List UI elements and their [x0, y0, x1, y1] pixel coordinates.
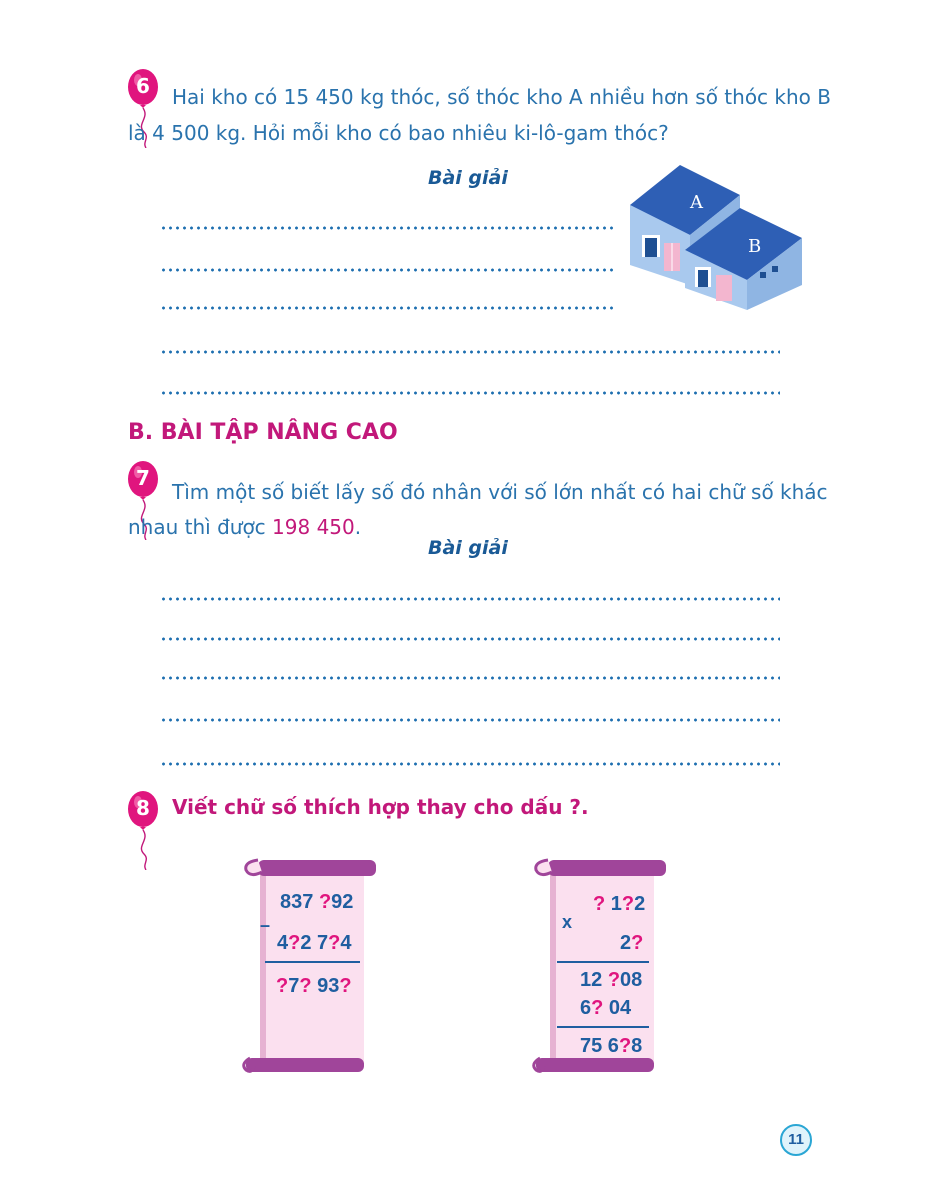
subtraction-result — [276, 975, 352, 998]
task7-target-number: 198 450 — [272, 515, 355, 539]
answer-line[interactable] — [160, 391, 780, 395]
answer-line[interactable] — [160, 306, 615, 310]
answer-line[interactable] — [160, 350, 780, 354]
task7-line2-text: nhau thì được — [128, 515, 273, 539]
missing-digit[interactable]: ? — [339, 975, 352, 997]
answer-line[interactable] — [160, 226, 615, 230]
result-line — [557, 961, 649, 963]
digit-text: 4 — [340, 932, 352, 954]
balloon-icon-8 — [128, 790, 168, 870]
missing-digit[interactable]: ? — [299, 975, 312, 997]
task6-line2: là 4 500 kg. Hỏi mỗi kho có bao nhiêu ki-lô-gam thóc? — [128, 121, 669, 145]
missing-digit[interactable]: ? — [288, 932, 301, 954]
multiplication-result — [580, 1035, 642, 1058]
missing-digit[interactable]: ? — [328, 932, 341, 954]
missing-digit[interactable]: ? — [318, 891, 332, 913]
answer-line[interactable] — [160, 718, 780, 722]
task7-line2 — [128, 508, 361, 546]
answer-line[interactable] — [160, 597, 780, 601]
minus-sign: – — [260, 915, 271, 935]
partial-product-2 — [580, 997, 631, 1020]
digit-text: 837 — [280, 891, 319, 913]
digit-text: 7 — [288, 975, 300, 997]
times-sign: x — [562, 912, 573, 932]
digit-text: 4 — [277, 932, 289, 954]
barn-b-label: B — [748, 236, 762, 257]
digit-text: 2 7 — [300, 932, 329, 954]
page-number: 11 — [780, 1124, 812, 1156]
digit-text: 04 — [603, 997, 632, 1019]
digit-text: 8 — [631, 1035, 643, 1057]
partial-product-1 — [580, 969, 642, 992]
missing-digit[interactable]: ? — [591, 997, 604, 1019]
missing-digit[interactable]: ? — [607, 969, 621, 991]
missing-digit[interactable]: ? — [631, 932, 644, 954]
missing-digit[interactable]: ? — [276, 975, 289, 997]
multiplication-multiplier — [620, 932, 643, 955]
task7-line1: Tìm một số biết lấy số đó nhân với số lớn nhất có hai chữ số khác — [172, 480, 828, 504]
digit-text: 6 — [580, 997, 592, 1019]
task-number: 7 — [136, 466, 150, 490]
missing-digit[interactable]: ? — [621, 893, 635, 915]
digit-text: 92 — [331, 891, 354, 913]
digit-text: 12 — [580, 969, 608, 991]
missing-digit[interactable]: ? — [593, 893, 611, 915]
answer-line[interactable] — [160, 762, 780, 766]
digit-text: 1 — [610, 893, 622, 915]
task8-instruction: Viết chữ số thích hợp thay cho dấu ?. — [172, 795, 589, 819]
answer-line[interactable] — [160, 268, 615, 272]
answer-line[interactable] — [160, 676, 780, 680]
barn-illustration — [620, 160, 820, 315]
section-title: B. BÀI TẬP NÂNG CAO — [128, 420, 398, 445]
digit-text: 93 — [311, 975, 340, 997]
task6-line1: Hai kho có 15 450 kg thóc, số thóc kho A nhiều hơn số thóc kho B — [172, 85, 831, 109]
digit-text: 2 — [620, 932, 632, 954]
subtraction-subtrahend — [277, 932, 352, 955]
result-line — [265, 961, 360, 963]
missing-digit[interactable]: ? — [618, 1035, 632, 1057]
result-line — [557, 1026, 649, 1028]
task-number: 8 — [136, 796, 150, 820]
task-number: 6 — [136, 74, 150, 98]
solution-title: Bài giải — [428, 537, 508, 559]
answer-line[interactable] — [160, 637, 780, 641]
digit-text: 08 — [620, 969, 643, 991]
task7-line2-suffix: . — [354, 515, 362, 539]
digit-text: 2 — [634, 893, 646, 915]
barn-a-label: A — [690, 192, 703, 213]
digit-text: 75 6 — [580, 1035, 619, 1057]
solution-title: Bài giải — [428, 167, 508, 189]
multiplication-multiplicand — [593, 893, 645, 916]
subtraction-minuend — [280, 891, 353, 914]
